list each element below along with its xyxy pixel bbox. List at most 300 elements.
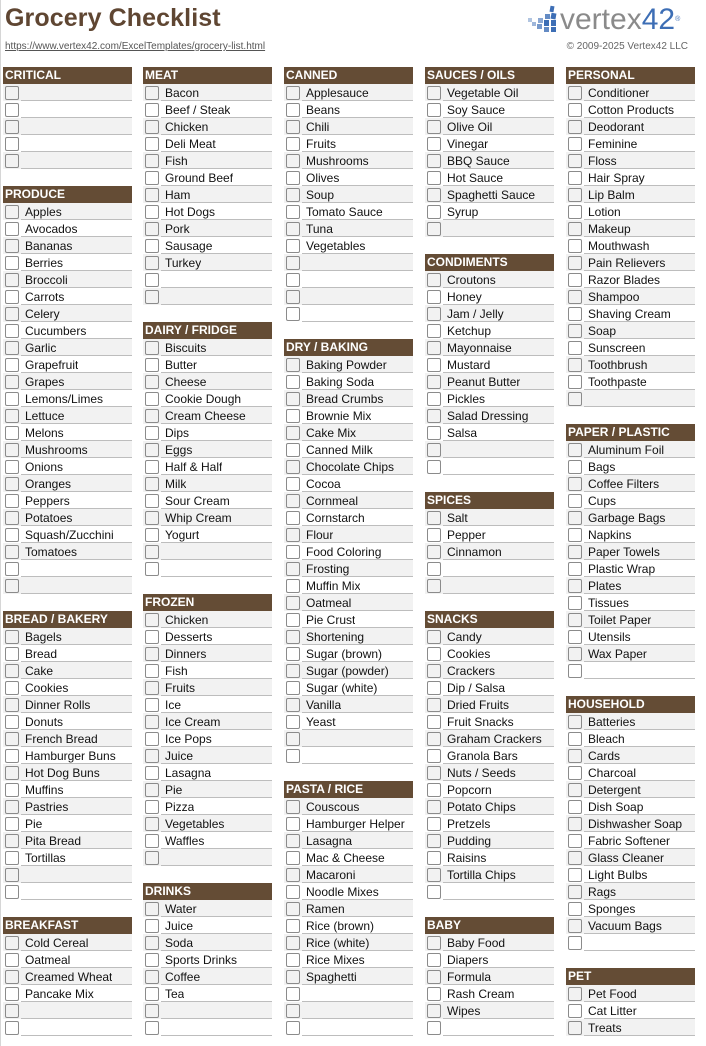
checklist-item[interactable] — [284, 900, 413, 917]
item-label[interactable]: Graham Crackers — [447, 731, 542, 746]
checkbox[interactable] — [286, 868, 300, 882]
checklist-item[interactable] — [425, 407, 554, 424]
checklist-item[interactable] — [566, 186, 695, 203]
item-label[interactable]: Feminine — [588, 136, 638, 151]
checkbox[interactable] — [568, 732, 582, 746]
checklist-item[interactable] — [566, 220, 695, 237]
item-label[interactable]: Muffins — [25, 782, 64, 797]
checkbox[interactable] — [568, 494, 582, 508]
checklist-item[interactable] — [425, 271, 554, 288]
checklist-item[interactable] — [3, 254, 132, 271]
item-label[interactable]: Cold Cereal — [25, 935, 89, 950]
checklist-item[interactable] — [425, 169, 554, 186]
checkbox[interactable] — [427, 409, 441, 423]
checklist-item[interactable] — [425, 339, 554, 356]
checkbox[interactable] — [286, 358, 300, 372]
checklist-item[interactable] — [3, 424, 132, 441]
checklist-item[interactable] — [566, 628, 695, 645]
checkbox[interactable] — [427, 171, 441, 185]
item-label[interactable]: Juice — [165, 918, 194, 933]
item-label[interactable]: Fruit Snacks — [447, 714, 514, 729]
item-label[interactable]: Cups — [588, 493, 617, 508]
checkbox[interactable] — [145, 851, 159, 865]
checklist-item[interactable] — [566, 101, 695, 118]
item-label[interactable]: Baking Powder — [306, 357, 387, 372]
checklist-item[interactable] — [284, 696, 413, 713]
checklist-item[interactable] — [3, 645, 132, 662]
checklist-item[interactable] — [143, 390, 272, 407]
item-label[interactable]: Rags — [588, 884, 617, 899]
checkbox[interactable] — [568, 868, 582, 882]
checklist-item[interactable] — [284, 135, 413, 152]
checkbox[interactable] — [5, 1021, 19, 1035]
checklist-item[interactable] — [3, 713, 132, 730]
item-label[interactable]: Yeast — [306, 714, 336, 729]
checkbox[interactable] — [568, 392, 582, 406]
checkbox[interactable] — [286, 749, 300, 763]
checkbox[interactable] — [5, 681, 19, 695]
checkbox[interactable] — [568, 307, 582, 321]
item-label[interactable]: Juice — [165, 748, 194, 763]
checklist-item[interactable] — [284, 543, 413, 560]
checkbox[interactable] — [427, 205, 441, 219]
checkbox[interactable] — [568, 902, 582, 916]
checklist-item[interactable] — [566, 509, 695, 526]
checklist-item[interactable] — [3, 305, 132, 322]
item-label[interactable]: Pie — [165, 782, 183, 797]
checklist-item[interactable] — [3, 407, 132, 424]
item-label[interactable]: Soy Sauce — [447, 102, 506, 117]
checklist-item[interactable] — [284, 203, 413, 220]
checklist-item[interactable] — [425, 203, 554, 220]
item-label[interactable]: Sour Cream — [165, 493, 230, 508]
item-label[interactable]: Celery — [25, 306, 60, 321]
item-label[interactable]: Toilet Paper — [588, 612, 652, 627]
item-label[interactable]: Turkey — [165, 255, 202, 270]
checklist-item[interactable] — [566, 492, 695, 509]
item-label[interactable]: Potato Chips — [447, 799, 516, 814]
checklist-item[interactable] — [425, 118, 554, 135]
checkbox[interactable] — [427, 885, 441, 899]
checkbox[interactable] — [427, 749, 441, 763]
checkbox[interactable] — [5, 511, 19, 525]
item-label[interactable]: Floss — [588, 153, 617, 168]
checkbox[interactable] — [286, 443, 300, 457]
checklist-item[interactable] — [425, 832, 554, 849]
item-label[interactable]: Eggs — [165, 442, 193, 457]
checkbox[interactable] — [427, 86, 441, 100]
item-label[interactable]: Lemons/Limes — [25, 391, 104, 406]
item-label[interactable]: Dish Soap — [588, 799, 644, 814]
checkbox[interactable] — [427, 987, 441, 1001]
checkbox[interactable] — [427, 851, 441, 865]
checklist-item[interactable] — [3, 679, 132, 696]
checkbox[interactable] — [568, 766, 582, 780]
item-label[interactable]: Water — [165, 901, 197, 916]
item-label[interactable]: Coffee — [165, 969, 201, 984]
checklist-item[interactable] — [143, 271, 272, 288]
item-label[interactable]: Brownie Mix — [306, 408, 372, 423]
item-label[interactable]: Fish — [165, 663, 188, 678]
checkbox[interactable] — [568, 477, 582, 491]
checklist-item[interactable] — [143, 441, 272, 458]
item-label[interactable]: Ground Beef — [165, 170, 234, 185]
checklist-item[interactable] — [284, 951, 413, 968]
checklist-item[interactable] — [3, 118, 132, 135]
checkbox[interactable] — [5, 154, 19, 168]
checklist-item[interactable] — [284, 866, 413, 883]
checkbox[interactable] — [427, 630, 441, 644]
checkbox[interactable] — [145, 256, 159, 270]
item-label[interactable]: Croutons — [447, 272, 496, 287]
checkbox[interactable] — [5, 290, 19, 304]
checklist-item[interactable] — [566, 135, 695, 152]
checkbox[interactable] — [427, 154, 441, 168]
checkbox[interactable] — [427, 970, 441, 984]
item-label[interactable]: Carrots — [25, 289, 65, 304]
checklist-item[interactable] — [566, 611, 695, 628]
checkbox[interactable] — [427, 103, 441, 117]
checklist-item[interactable] — [425, 509, 554, 526]
checkbox[interactable] — [5, 460, 19, 474]
checkbox[interactable] — [5, 477, 19, 491]
checkbox[interactable] — [427, 358, 441, 372]
checkbox[interactable] — [145, 375, 159, 389]
checklist-item[interactable] — [143, 849, 272, 866]
checklist-item[interactable] — [566, 373, 695, 390]
item-label[interactable]: Food Coloring — [306, 544, 382, 559]
checkbox[interactable] — [568, 120, 582, 134]
checklist-item[interactable] — [566, 832, 695, 849]
checklist-item[interactable] — [425, 815, 554, 832]
checkbox[interactable] — [5, 834, 19, 848]
checkbox[interactable] — [427, 698, 441, 712]
checkbox[interactable] — [145, 188, 159, 202]
checkbox[interactable] — [145, 460, 159, 474]
checklist-item[interactable] — [566, 730, 695, 747]
item-label[interactable]: Formula — [447, 969, 492, 984]
item-label[interactable]: Cucumbers — [25, 323, 87, 338]
checklist-item[interactable] — [284, 475, 413, 492]
checkbox[interactable] — [286, 477, 300, 491]
checkbox[interactable] — [145, 732, 159, 746]
checkbox[interactable] — [568, 239, 582, 253]
checklist-item[interactable] — [425, 849, 554, 866]
checklist-item[interactable] — [3, 373, 132, 390]
item-label[interactable]: Olives — [306, 170, 340, 185]
checklist-item[interactable] — [566, 475, 695, 492]
checkbox[interactable] — [145, 902, 159, 916]
checklist-item[interactable] — [3, 662, 132, 679]
item-label[interactable]: Fruits — [165, 680, 195, 695]
checklist-item[interactable] — [425, 220, 554, 237]
checklist-item[interactable] — [425, 526, 554, 543]
checkbox[interactable] — [286, 936, 300, 950]
item-label[interactable]: Vegetables — [165, 816, 225, 831]
checklist-item[interactable] — [566, 577, 695, 594]
checklist-item[interactable] — [566, 458, 695, 475]
checkbox[interactable] — [568, 528, 582, 542]
checklist-item[interactable] — [284, 373, 413, 390]
checkbox[interactable] — [5, 443, 19, 457]
checklist-item[interactable] — [425, 560, 554, 577]
item-label[interactable]: Light Bulbs — [588, 867, 648, 882]
checkbox[interactable] — [145, 103, 159, 117]
checkbox[interactable] — [427, 307, 441, 321]
item-label[interactable]: Avocados — [25, 221, 78, 236]
checklist-item[interactable] — [566, 594, 695, 611]
checklist-item[interactable] — [143, 968, 272, 985]
checkbox[interactable] — [427, 375, 441, 389]
item-label[interactable]: Pie — [25, 816, 43, 831]
item-label[interactable]: Biscuits — [165, 340, 207, 355]
item-label[interactable]: Popcorn — [447, 782, 492, 797]
checkbox[interactable] — [427, 817, 441, 831]
checklist-item[interactable] — [284, 526, 413, 543]
checkbox[interactable] — [286, 817, 300, 831]
item-label[interactable]: Diapers — [447, 952, 489, 967]
checklist-item[interactable] — [143, 118, 272, 135]
item-label[interactable]: Onions — [25, 459, 64, 474]
item-label[interactable]: Vanilla — [306, 697, 342, 712]
checkbox[interactable] — [145, 154, 159, 168]
checkbox[interactable] — [427, 936, 441, 950]
checkbox[interactable] — [286, 902, 300, 916]
item-label[interactable]: Fish — [165, 153, 188, 168]
item-label[interactable]: Toothpaste — [588, 374, 647, 389]
checklist-item[interactable] — [425, 628, 554, 645]
checkbox[interactable] — [568, 358, 582, 372]
checkbox[interactable] — [145, 953, 159, 967]
checklist-item[interactable] — [566, 339, 695, 356]
checkbox[interactable] — [145, 715, 159, 729]
item-label[interactable]: Fruits — [306, 136, 336, 151]
checklist-item[interactable] — [284, 611, 413, 628]
checklist-item[interactable] — [143, 611, 272, 628]
checklist-item[interactable] — [143, 900, 272, 917]
checkbox[interactable] — [427, 953, 441, 967]
checkbox[interactable] — [5, 579, 19, 593]
checklist-item[interactable] — [3, 237, 132, 254]
checkbox[interactable] — [145, 970, 159, 984]
item-label[interactable]: Napkins — [588, 527, 632, 542]
checklist-item[interactable] — [3, 883, 132, 900]
checklist-item[interactable] — [566, 934, 695, 951]
item-label[interactable]: Treats — [588, 1020, 622, 1035]
checkbox[interactable] — [5, 817, 19, 831]
item-label[interactable]: Noodle Mixes — [306, 884, 379, 899]
checkbox[interactable] — [427, 732, 441, 746]
checklist-item[interactable] — [284, 220, 413, 237]
checklist-item[interactable] — [284, 594, 413, 611]
checklist-item[interactable] — [284, 645, 413, 662]
checklist-item[interactable] — [284, 934, 413, 951]
checklist-item[interactable] — [143, 424, 272, 441]
checklist-item[interactable] — [284, 1002, 413, 1019]
checkbox[interactable] — [145, 1004, 159, 1018]
checklist-item[interactable] — [425, 679, 554, 696]
checkbox[interactable] — [5, 494, 19, 508]
checklist-item[interactable] — [3, 458, 132, 475]
item-label[interactable]: Olive Oil — [447, 119, 493, 134]
checklist-item[interactable] — [3, 951, 132, 968]
item-label[interactable]: Pickles — [447, 391, 486, 406]
checkbox[interactable] — [568, 205, 582, 219]
checklist-item[interactable] — [566, 84, 695, 101]
checklist-item[interactable] — [284, 662, 413, 679]
checkbox[interactable] — [427, 783, 441, 797]
checkbox[interactable] — [286, 273, 300, 287]
item-label[interactable]: Garlic — [25, 340, 57, 355]
checklist-item[interactable] — [143, 832, 272, 849]
checkbox[interactable] — [568, 936, 582, 950]
item-label[interactable]: Hamburger Helper — [306, 816, 405, 831]
item-label[interactable]: Cotton Products — [588, 102, 675, 117]
checkbox[interactable] — [286, 375, 300, 389]
item-label[interactable]: Shampoo — [588, 289, 640, 304]
item-label[interactable]: Cornstarch — [306, 510, 365, 525]
checklist-item[interactable] — [425, 883, 554, 900]
checklist-item[interactable] — [566, 883, 695, 900]
checkbox[interactable] — [145, 477, 159, 491]
item-label[interactable]: Toothbrush — [588, 357, 648, 372]
item-label[interactable]: Pie Crust — [306, 612, 356, 627]
item-label[interactable]: Bread — [25, 646, 58, 661]
checkbox[interactable] — [286, 698, 300, 712]
checklist-item[interactable] — [3, 781, 132, 798]
checklist-item[interactable] — [143, 526, 272, 543]
checklist-item[interactable] — [3, 832, 132, 849]
checkbox[interactable] — [568, 460, 582, 474]
item-label[interactable]: Pain Relievers — [588, 255, 666, 270]
checkbox[interactable] — [427, 443, 441, 457]
checkbox[interactable] — [286, 851, 300, 865]
item-label[interactable]: Mushrooms — [25, 442, 88, 457]
checklist-item[interactable] — [143, 713, 272, 730]
checklist-item[interactable] — [143, 458, 272, 475]
checklist-item[interactable] — [425, 645, 554, 662]
checklist-item[interactable] — [143, 407, 272, 424]
checkbox[interactable] — [286, 103, 300, 117]
item-label[interactable]: Garbage Bags — [588, 510, 666, 525]
item-label[interactable]: Crackers — [447, 663, 496, 678]
checkbox[interactable] — [286, 1021, 300, 1035]
checklist-item[interactable] — [425, 713, 554, 730]
checklist-item[interactable] — [3, 152, 132, 169]
checklist-item[interactable] — [3, 815, 132, 832]
checklist-item[interactable] — [284, 628, 413, 645]
checklist-item[interactable] — [3, 577, 132, 594]
checklist-item[interactable] — [566, 747, 695, 764]
item-label[interactable]: Pepper — [447, 527, 486, 542]
item-label[interactable]: Hot Dogs — [165, 204, 216, 219]
checklist-item[interactable] — [425, 781, 554, 798]
checkbox[interactable] — [5, 273, 19, 287]
checklist-item[interactable] — [425, 441, 554, 458]
checkbox[interactable] — [145, 409, 159, 423]
checklist-item[interactable] — [566, 917, 695, 934]
checklist-item[interactable] — [284, 237, 413, 254]
item-label[interactable]: Salt — [447, 510, 468, 525]
item-label[interactable]: Razor Blades — [588, 272, 661, 287]
checkbox[interactable] — [286, 409, 300, 423]
item-label[interactable]: Shortening — [306, 629, 365, 644]
checklist-item[interactable] — [3, 509, 132, 526]
checklist-item[interactable] — [143, 84, 272, 101]
checkbox[interactable] — [427, 528, 441, 542]
checklist-item[interactable] — [566, 390, 695, 407]
checkbox[interactable] — [286, 715, 300, 729]
checkbox[interactable] — [5, 732, 19, 746]
checkbox[interactable] — [145, 120, 159, 134]
checklist-item[interactable] — [143, 220, 272, 237]
checkbox[interactable] — [5, 137, 19, 151]
checkbox[interactable] — [145, 341, 159, 355]
checklist-item[interactable] — [566, 543, 695, 560]
item-label[interactable]: Half & Half — [165, 459, 223, 474]
checkbox[interactable] — [286, 579, 300, 593]
item-label[interactable]: Rice (brown) — [306, 918, 375, 933]
checkbox[interactable] — [568, 545, 582, 559]
item-label[interactable]: Hair Spray — [588, 170, 645, 185]
item-label[interactable]: Broccoli — [25, 272, 68, 287]
item-label[interactable]: Utensils — [588, 629, 631, 644]
checklist-item[interactable] — [3, 849, 132, 866]
checklist-item[interactable] — [425, 968, 554, 985]
checklist-item[interactable] — [143, 679, 272, 696]
item-label[interactable]: Cake Mix — [306, 425, 357, 440]
item-label[interactable]: Wax Paper — [588, 646, 647, 661]
checkbox[interactable] — [427, 222, 441, 236]
checklist-item[interactable] — [284, 407, 413, 424]
checkbox[interactable] — [427, 273, 441, 287]
checkbox[interactable] — [5, 409, 19, 423]
checkbox[interactable] — [145, 171, 159, 185]
item-label[interactable]: Cream Cheese — [165, 408, 246, 423]
vertex42-logo[interactable] — [524, 3, 694, 37]
item-label[interactable]: Pretzels — [447, 816, 491, 831]
checklist-item[interactable] — [566, 1002, 695, 1019]
checklist-item[interactable] — [3, 101, 132, 118]
checkbox[interactable] — [286, 613, 300, 627]
checkbox[interactable] — [568, 188, 582, 202]
checkbox[interactable] — [427, 562, 441, 576]
item-label[interactable]: Sugar (white) — [306, 680, 378, 695]
checkbox[interactable] — [427, 137, 441, 151]
checkbox[interactable] — [427, 545, 441, 559]
checkbox[interactable] — [5, 562, 19, 576]
checkbox[interactable] — [427, 290, 441, 304]
checklist-item[interactable] — [143, 135, 272, 152]
item-label[interactable]: Honey — [447, 289, 482, 304]
item-label[interactable]: Ice Pops — [165, 731, 212, 746]
item-label[interactable]: Cookies — [25, 680, 69, 695]
checklist-item[interactable] — [143, 645, 272, 662]
checklist-item[interactable] — [425, 186, 554, 203]
checklist-item[interactable] — [284, 118, 413, 135]
item-label[interactable]: Donuts — [25, 714, 64, 729]
checkbox[interactable] — [5, 307, 19, 321]
checklist-item[interactable] — [143, 373, 272, 390]
checkbox[interactable] — [145, 562, 159, 576]
checkbox[interactable] — [286, 222, 300, 236]
item-label[interactable]: Deodorant — [588, 119, 645, 134]
checklist-item[interactable] — [3, 730, 132, 747]
checkbox[interactable] — [5, 1004, 19, 1018]
item-label[interactable]: Plates — [588, 578, 622, 593]
item-label[interactable]: Mushrooms — [306, 153, 369, 168]
item-label[interactable]: Bleach — [588, 731, 625, 746]
